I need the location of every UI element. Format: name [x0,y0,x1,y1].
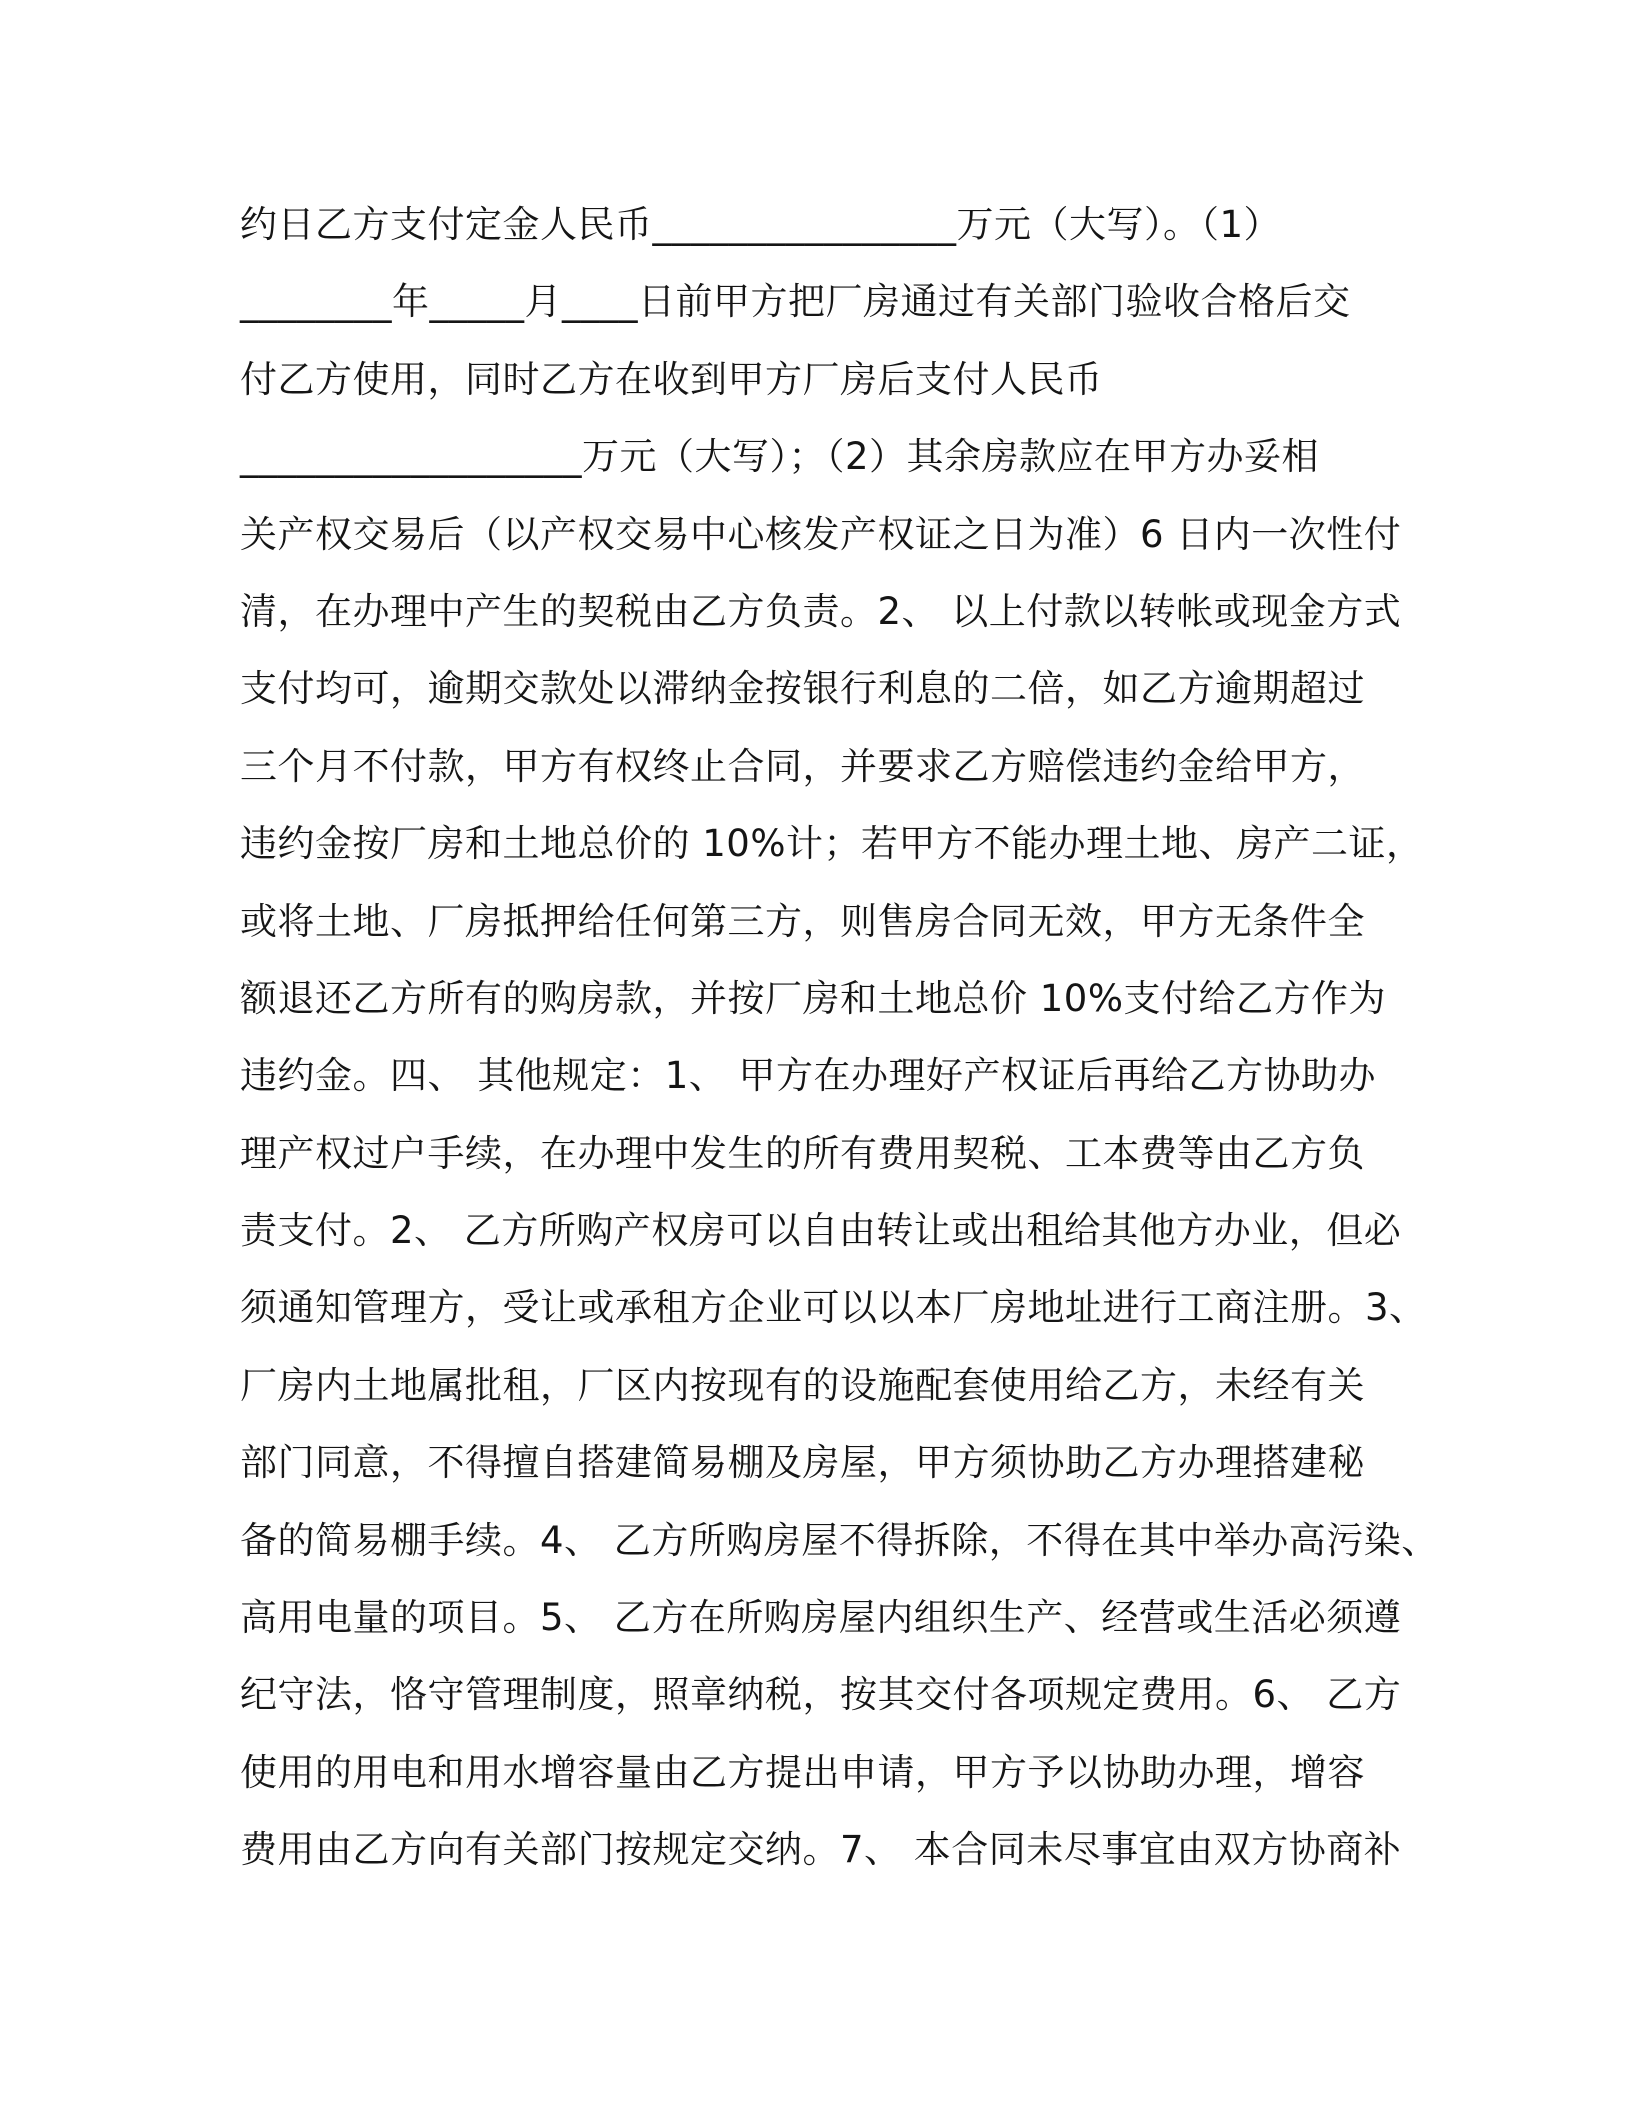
text-line: 费用由乙方向有关部门按规定交纳。7、 本合同未尽事宜由双方协商补 [240,1828,1402,1872]
text-line: 高用电量的项目。5、 乙方在所购房屋内组织生产、经营或生活必须遵 [240,1596,1402,1640]
contract-text [240,186,1440,1889]
text-line: ________年_____月____日前甲方把厂房通过有关部门验收合格后交 [240,280,1351,324]
text-line: 责支付。2、 乙方所购产权房可以自由转让或出租给其他方办业，但必 [240,1209,1402,1253]
text-line: 备的简易棚手续。4、 乙方所购房屋不得拆除，不得在其中举办高污染、 [240,1518,1439,1562]
text-line: 或将土地、厂房抵押给任何第三方，则售房合同无效，甲方无条件全 [240,899,1365,943]
text-line: 纪守法，恪守管理制度，照章纳税，按其交付各项规定费用。6、 乙方 [240,1673,1402,1717]
text-line: 付乙方使用，同时乙方在收到甲方厂房后支付人民币 [240,357,1103,401]
text-line: 支付均可，逾期交款处以滞纳金按银行利息的二倍，如乙方逾期超过 [240,667,1365,711]
text-line: 违约金按厂房和土地总价的 10%计；若甲方不能办理土地、房产二证， [240,822,1424,866]
text-line: 部门同意，不得擅自搭建简易棚及房屋，甲方须协助乙方办理搭建秘 [240,1441,1365,1485]
text-line: 约日乙方支付定金人民币________________万元（大写）。（1） [240,203,1282,246]
text-line: __________________万元（大写）；（2）其余房款应在甲方办妥相 [240,435,1320,479]
text-line: 关产权交易后（以产权交易中心核发产权证之日为准）6 日内一次性付 [240,512,1402,556]
text-line: 违约金。四、 其他规定：1、 甲方在办理好产权证后再给乙方协助办 [240,1054,1377,1098]
text-line: 理产权过户手续，在办理中发生的所有费用契税、工本费等由乙方负 [240,1131,1365,1175]
text-line: 使用的用电和用水增容量由乙方提出申请，甲方予以协助办理，增容 [240,1750,1365,1794]
text-line: 须通知管理方，受让或承租方企业可以以本厂房地址进行工商注册。3、 [240,1286,1427,1330]
text-line: 清，在办理中产生的契税由乙方负责。2、 以上付款以转帐或现金方式 [240,589,1402,633]
text-line: 三个月不付款，甲方有权终止合同，并要求乙方赔偿违约金给甲方， [240,744,1365,788]
text-line: 厂房内土地属批租，厂区内按现有的设施配套使用给乙方，未经有关 [240,1363,1365,1407]
text-line: 额退还乙方所有的购房款，并按厂房和土地总价 10%支付给乙方作为 [240,976,1386,1020]
